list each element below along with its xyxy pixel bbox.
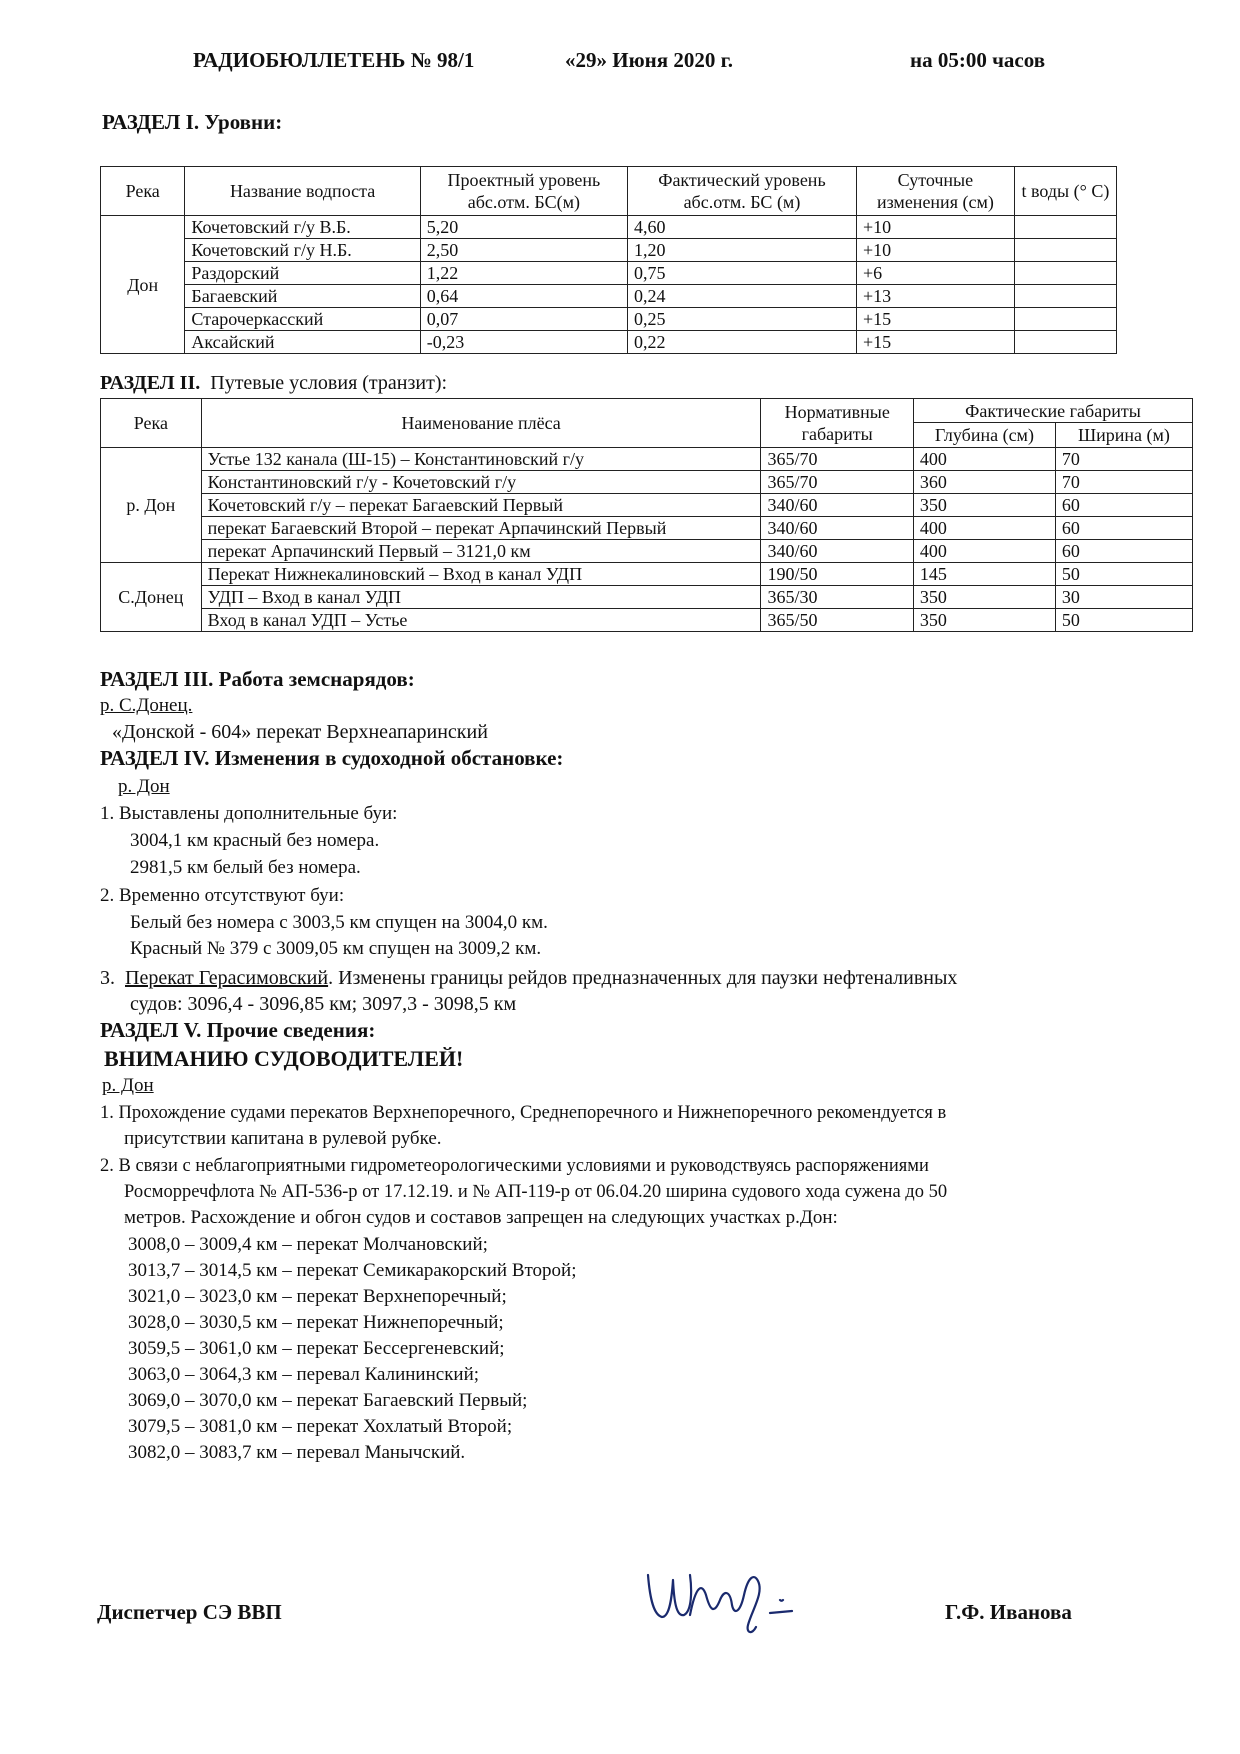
dispatcher-role: Диспетчер СЭ ВВП <box>97 1600 282 1624</box>
col-actual: Фактические габариты <box>913 399 1192 423</box>
width: 60 <box>1055 494 1192 517</box>
depth: 400 <box>913 448 1055 471</box>
table-row <box>101 262 1117 285</box>
project-level: -0,23 <box>420 331 627 354</box>
section4-item3 <box>100 966 957 990</box>
section4-item3-link: Перекат Герасимовский <box>125 967 329 989</box>
table-row <box>101 494 1193 517</box>
actual-level: 0,25 <box>627 308 856 331</box>
daily-change: +13 <box>856 285 1014 308</box>
width: 70 <box>1055 471 1192 494</box>
normative: 190/50 <box>761 563 913 586</box>
segment-item: 3082,0 – 3083,7 км – перевал Манычский. <box>128 1442 466 1463</box>
section3-title: РАЗДЕЛ III. Работа земснарядов: <box>100 667 415 691</box>
daily-change: +15 <box>856 308 1014 331</box>
section5-p2-l3: метров. Расхождение и обгон судов и составов запрещен на следующих участках р.Дон: <box>124 1207 838 1228</box>
stretch-name: Вход в канал УДП – Устье <box>201 609 761 632</box>
stretch-name: УДП – Вход в канал УДП <box>201 586 761 609</box>
actual-level: 4,60 <box>627 216 856 239</box>
normative: 365/70 <box>761 471 913 494</box>
segment-item: 3063,0 – 3064,3 км – перевал Калининский; <box>128 1364 480 1385</box>
table-row <box>101 517 1193 540</box>
section4-item1: 1. Выставлены дополнительные буи: <box>100 803 398 824</box>
project-level: 5,20 <box>420 216 627 239</box>
bulletin-date: «29» Июня 2020 г. <box>565 48 734 72</box>
col-water-temp: t воды (° С) <box>1014 167 1116 216</box>
water-temp <box>1014 239 1116 262</box>
water-temp <box>1014 216 1116 239</box>
normative: 365/30 <box>761 586 913 609</box>
section1-title: РАЗДЕЛ I. Уровни: <box>102 110 283 134</box>
table-row <box>101 216 1117 239</box>
table-row <box>101 586 1193 609</box>
normative: 340/60 <box>761 540 913 563</box>
water-temp <box>1014 262 1116 285</box>
section5-river: р. Дон <box>102 1075 154 1096</box>
daily-change: +6 <box>856 262 1014 285</box>
col-river: Река <box>101 399 202 448</box>
table-row <box>101 239 1117 262</box>
section4-item1-a: 3004,1 км красный без номера. <box>130 830 380 851</box>
water-temp <box>1014 308 1116 331</box>
depth: 360 <box>913 471 1055 494</box>
col-project-level: Проектный уровень абс.отм. БС(м) <box>420 167 627 216</box>
depth: 145 <box>913 563 1055 586</box>
table-row <box>101 448 1193 471</box>
water-temp <box>1014 285 1116 308</box>
section5-p1-l1: 1. Прохождение судами перекатов Верхнепоречного, Среднепоречного и Нижнепоречного рекомендуется в <box>100 1103 947 1123</box>
depth: 350 <box>913 494 1055 517</box>
gauge-name: Багаевский <box>185 285 420 308</box>
river-cell: С.Донец <box>101 563 202 632</box>
normative: 340/60 <box>761 517 913 540</box>
section5-p1-l2: присутствии капитана в рулевой рубке. <box>124 1128 442 1149</box>
section4-item2: 2. Временно отсутствуют буи: <box>100 885 345 906</box>
normative: 340/60 <box>761 494 913 517</box>
segment-item: 3028,0 – 3030,5 км – перекат Нижнепоречный; <box>128 1312 504 1333</box>
table-row <box>101 331 1117 354</box>
col-actual-level: Фактический уровень абс.отм. БС (м) <box>627 167 856 216</box>
stretch-name: Кочетовский г/у – перекат Багаевский Первый <box>201 494 761 517</box>
actual-level: 0,75 <box>627 262 856 285</box>
section3-dredger: «Донской - 604» перекат Верхнеапаринский <box>112 721 488 743</box>
depth: 400 <box>913 517 1055 540</box>
table-row <box>101 308 1117 331</box>
stretch-name: Перекат Нижнекалиновский – Вход в канал УДП <box>201 563 761 586</box>
stretch-name: Константиновский г/у - Кочетовский г/у <box>201 471 761 494</box>
stretch-name: Устье 132 канала (Ш-15) – Константиновский г/у <box>201 448 761 471</box>
bulletin-title: РАДИОБЮЛЛЕТЕНЬ № 98/1 <box>193 48 475 72</box>
dispatcher-name: Г.Ф. Иванова <box>945 1600 1072 1624</box>
section2-title <box>100 372 447 395</box>
normative: 365/50 <box>761 609 913 632</box>
depth: 350 <box>913 586 1055 609</box>
col-daily-change: Суточные изменения (см) <box>856 167 1014 216</box>
project-level: 0,07 <box>420 308 627 331</box>
width: 30 <box>1055 586 1192 609</box>
stretch-name: перекат Багаевский Второй – перекат Арпачинский Первый <box>201 517 761 540</box>
levels-table <box>100 166 1117 354</box>
segment-item: 3079,5 – 3081,0 км – перекат Хохлатый Второй; <box>128 1416 513 1437</box>
table-row <box>101 285 1117 308</box>
normative: 365/70 <box>761 448 913 471</box>
project-level: 1,22 <box>420 262 627 285</box>
segment-item: 3069,0 – 3070,0 км – перекат Багаевский Первый; <box>128 1390 528 1411</box>
section5-title: РАЗДЕЛ V. Прочие сведения: <box>100 1018 376 1042</box>
width: 70 <box>1055 448 1192 471</box>
stretch-name: перекат Арпачинский Первый – 3121,0 км <box>201 540 761 563</box>
segment-item: 3008,0 – 3009,4 км – перекат Молчановский; <box>128 1234 488 1255</box>
col-depth: Глубина (см) <box>913 423 1055 448</box>
daily-change: +10 <box>856 216 1014 239</box>
water-temp <box>1014 331 1116 354</box>
gauge-name: Кочетовский г/у В.Б. <box>185 216 420 239</box>
transit-table-header <box>101 399 1193 423</box>
section2-title-bold: РАЗДЕЛ II. <box>100 372 201 394</box>
actual-level: 0,22 <box>627 331 856 354</box>
col-gauge-name: Название водпоста <box>185 167 420 216</box>
section5-p2-l2: Росморречфлота № АП-536-р от 17.12.19. и № АП-119-р от 06.04.20 ширина судового хода сужена до 50 <box>124 1182 948 1202</box>
gauge-name: Аксайский <box>185 331 420 354</box>
section5-p2-l1: 2. В связи с неблагоприятными гидрометеорологическими условиями и руководствуясь распоряжениями <box>100 1156 929 1176</box>
section4-title: РАЗДЕЛ IV. Изменения в судоходной обстановке: <box>100 746 564 770</box>
section4-item3-num: 3. <box>100 967 115 989</box>
segment-item: 3013,7 – 3014,5 км – перекат Семикаракорский Второй; <box>128 1260 577 1281</box>
bulletin-time: на 05:00 часов <box>910 48 1046 72</box>
section2-title-rest: Путевые условия (транзит): <box>210 372 448 394</box>
attention-heading: ВНИМАНИЮ СУДОВОДИТЕЛЕЙ! <box>104 1046 464 1071</box>
signature-icon <box>640 1555 820 1645</box>
depth: 400 <box>913 540 1055 563</box>
levels-table-header <box>101 167 1117 216</box>
section4-item3-rest: . Изменены границы рейдов предназначенных для паузки нефтеналивных <box>328 967 958 989</box>
section4-item2-a: Белый без номера с 3003,5 км спущен на 3004,0 км. <box>130 912 548 933</box>
table-row <box>101 563 1193 586</box>
width: 60 <box>1055 540 1192 563</box>
actual-level: 1,20 <box>627 239 856 262</box>
table-row <box>101 540 1193 563</box>
width: 50 <box>1055 609 1192 632</box>
col-river: Река <box>101 167 185 216</box>
section4-item2-b: Красный № 379 с 3009,05 км спущен на 3009,2 км. <box>130 938 542 959</box>
project-level: 2,50 <box>420 239 627 262</box>
section3-river: р. С.Донец. <box>100 695 193 716</box>
section4-item3-cont: судов: 3096,4 - 3096,85 км; 3097,3 - 3098,5 км <box>130 993 517 1015</box>
gauge-name: Раздорский <box>185 262 420 285</box>
gauge-name: Старочеркасский <box>185 308 420 331</box>
width: 60 <box>1055 517 1192 540</box>
segment-item: 3021,0 – 3023,0 км – перекат Верхнепоречный; <box>128 1286 507 1307</box>
transit-table <box>100 398 1193 632</box>
width: 50 <box>1055 563 1192 586</box>
section4-item1-b: 2981,5 км белый без номера. <box>130 857 361 878</box>
river-cell: Дон <box>101 216 185 354</box>
actual-level: 0,24 <box>627 285 856 308</box>
section4-river: р. Дон <box>118 776 170 797</box>
daily-change: +15 <box>856 331 1014 354</box>
table-row <box>101 609 1193 632</box>
depth: 350 <box>913 609 1055 632</box>
col-width: Ширина (м) <box>1055 423 1192 448</box>
col-stretch-name: Наименование плёса <box>201 399 761 448</box>
project-level: 0,64 <box>420 285 627 308</box>
river-cell: р. Дон <box>101 448 202 563</box>
gauge-name: Кочетовский г/у Н.Б. <box>185 239 420 262</box>
table-row <box>101 471 1193 494</box>
daily-change: +10 <box>856 239 1014 262</box>
segment-item: 3059,5 – 3061,0 км – перекат Бессергеневский; <box>128 1338 505 1359</box>
col-normative: Нормативные габариты <box>761 399 913 448</box>
